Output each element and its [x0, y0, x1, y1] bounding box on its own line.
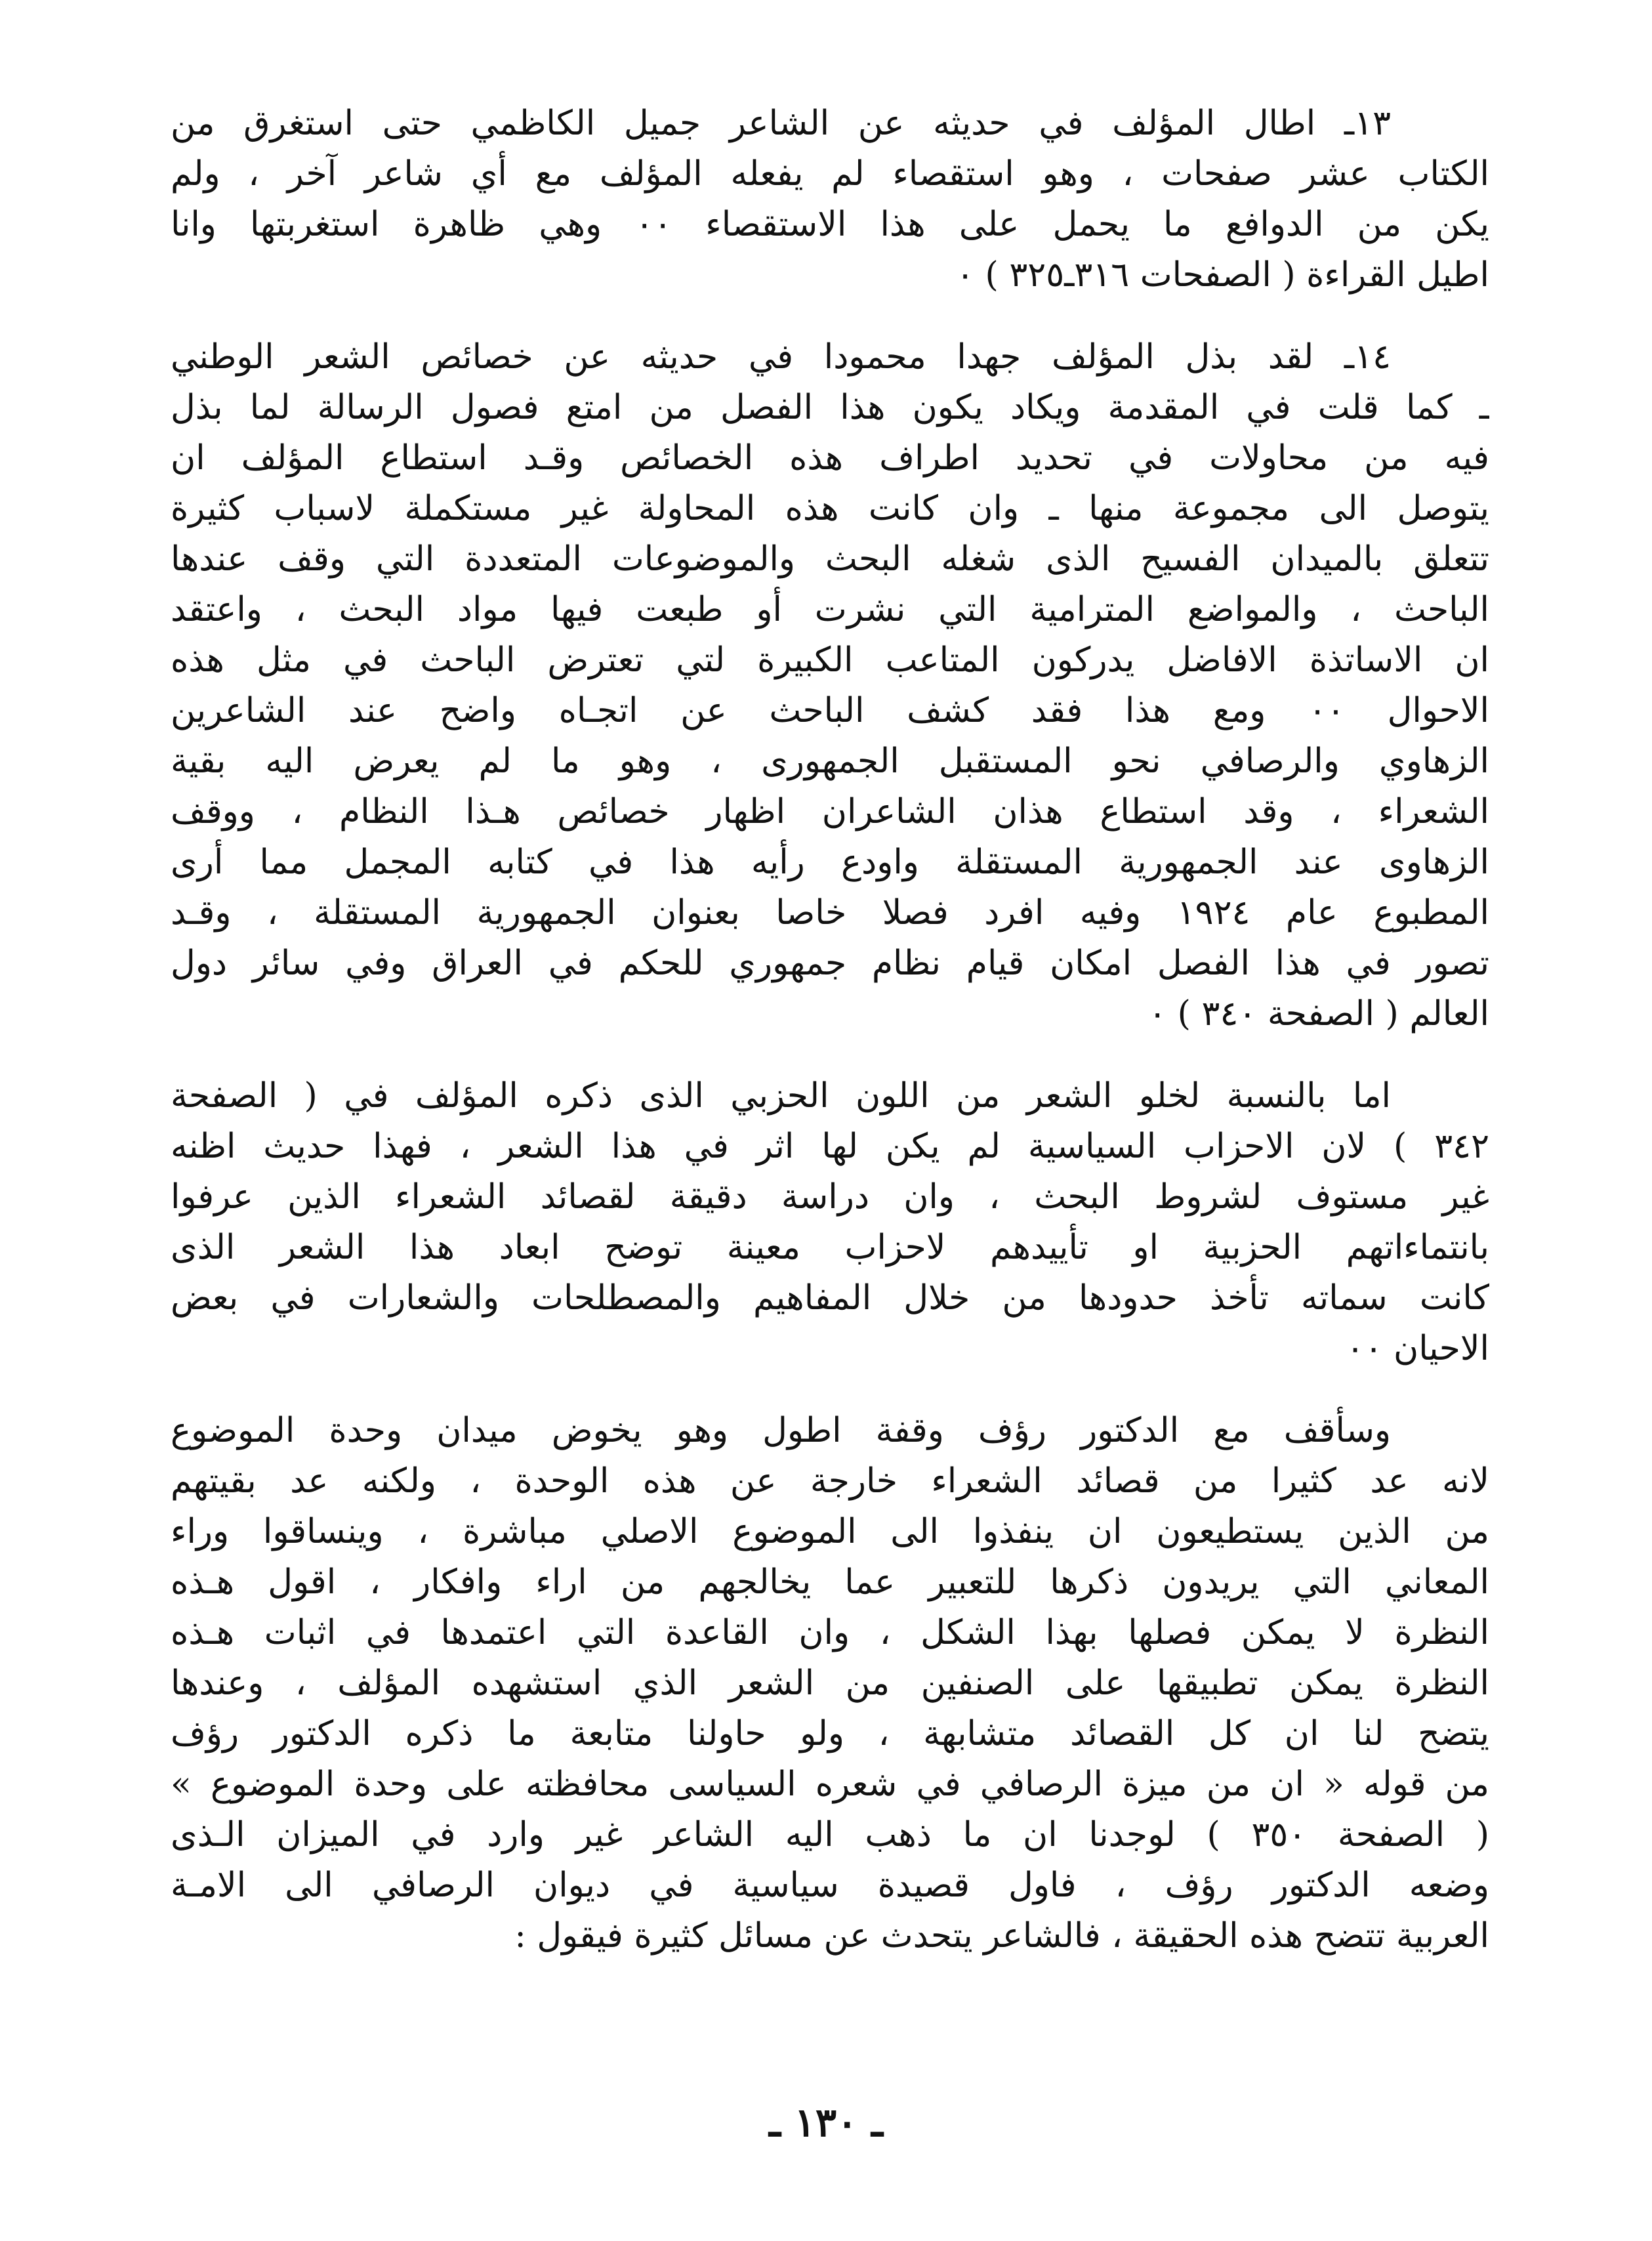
text-line: ـ كما قلت في المقدمة ويكاد يكون هذا الفصل من امتع فصول الرسالة لما بذل	[171, 388, 1489, 427]
text-line: يتضح لنا ان كل القصائد متشابهة ، ولو حاولنا متابعة ما ذكره الدكتور رؤف	[171, 1714, 1489, 1753]
text-line: ان الاساتذة الافاضل يدركون المتاعب الكبيرة لتي تعترض الباحث في مثل هذه	[171, 640, 1489, 680]
text-line: من قوله « ان من ميزة الرصافي في شعره السياسى محافظته على وحدة الموضوع »	[171, 1765, 1489, 1804]
text-line: اطيل القراءة ( الصفحات ٣١٦ـ٣٢٥ ) ٠	[956, 255, 1489, 295]
text-line: وضعه الدكتور رؤف ، فاول قصيدة سياسية في ديوان الرصافي الى الامـة	[171, 1866, 1489, 1905]
text-line: النظرة لا يمكن فصلها بهذا الشكل ، وان القاعدة التي اعتمدها في اثبات هـذه	[171, 1613, 1489, 1652]
paragraph-13	[171, 98, 1489, 301]
text-line: غير مستوف لشروط البحث ، وان دراسة دقيقة لقصائد الشعراء الذين عرفوا	[171, 1177, 1489, 1217]
text-line: الزهاوى عند الجمهورية المستقلة واودع رأيه هذا في كتابه المجمل مما أرى	[171, 843, 1489, 882]
paragraph-party-color	[171, 1071, 1489, 1374]
text-line: من الذين يستطيعون ان ينفذوا الى الموضوع الاصلي مباشرة ، وينساقوا وراء	[171, 1512, 1489, 1551]
text-line: المطبوع عام ١٩٢٤ وفيه افرد فصلا خاصا بعنوان الجمهورية المستقلة ، وقـد	[171, 893, 1489, 932]
text-line: لانه عد كثيرا من قصائد الشعراء خارجة عن هذه الوحدة ، ولكنه عد بقيتهم	[171, 1461, 1489, 1501]
text-line: تتعلق بالميدان الفسيح الذى شغله البحث والموضوعات المتعددة التي وقف عندها	[171, 539, 1489, 579]
text-line: الباحث ، والمواضع المترامية التي نشرت أو طبعت فيها مواد البحث ، واعتقد	[171, 590, 1489, 629]
paragraph-14	[171, 332, 1489, 1039]
text-line: فيه من محاولات في تحديد اطراف هذه الخصائص وقـد استطاع المؤلف ان	[171, 438, 1489, 478]
text-line: المعاني التي يريدون ذكرها للتعبير عما يخالجهم من اراء وافكار ، اقول هـذه	[171, 1562, 1489, 1602]
text-line: ٣٤٢ ) لان الاحزاب السياسية لم يكن لها اثر في هذا الشعر ، فهذا حديث اظنه	[171, 1127, 1489, 1166]
text-line: يتوصل الى مجموعة منها ـ وان كانت هذه المحاولة غير مستكملة لاسباب كثيرة	[171, 489, 1489, 528]
text-line: العالم ( الصفحة ٣٤٠ ) ٠	[1148, 994, 1489, 1034]
text-line: الزهاوي والرصافي نحو المستقبل الجمهورى ، وهو ما لم يعرض اليه بقية	[171, 742, 1489, 781]
text-line: اما بالنسبة لخلو الشعر من اللون الحزبي الذى ذكره المؤلف في ( الصفحة	[171, 1076, 1391, 1116]
text-line: الاحيان ٠٠	[1346, 1329, 1489, 1368]
text-line: كانت سماته تأخذ حدودها من خلال المفاهيم والمصطلحات والشعارات في بعض	[171, 1278, 1489, 1318]
text-line: العربية تتضح هذه الحقيقة ، فالشاعر يتحدث عن مسائل كثيرة فيقول :	[514, 1916, 1489, 1956]
text-line: ( الصفحة ٣٥٠ ) لوجدنا ان ما ذهب اليه الشاعر غير وارد في الميزان الـذى	[171, 1815, 1489, 1854]
page-number: ـ ١٣٠ ـ	[769, 2100, 883, 2146]
text-line: ١٣ـ اطال المؤلف في حديثه عن الشاعر جميل الكاظمي حتى استغرق من	[171, 104, 1391, 143]
paragraph-unity-of-theme	[171, 1406, 1489, 1961]
text-line: النظرة يمكن تطبيقها على الصنفين من الشعر الذي استشهده المؤلف ، وعندها	[171, 1664, 1489, 1703]
text-line: تصور في هذا الفصل امكان قيام نظام جمهوري للحكم في العراق وفي سائر دول	[171, 944, 1489, 983]
text-line: الكتاب عشر صفحات ، وهو استقصاء لم يفعله المؤلف مع أي شاعر آخر ، ولم	[171, 154, 1489, 194]
text-line: الشعراء ، وقد استطاع هذان الشاعران اظهار خصائص هـذا النظام ، ووقف	[171, 792, 1489, 831]
text-line: بانتماءاتهم الحزبية او تأييدهم لاحزاب معينة توضح ابعاد هذا الشعر الذى	[171, 1228, 1489, 1267]
text-line: يكن من الدوافع ما يحمل على هذا الاستقصاء ٠٠ وهي ظاهرة استغربتها وانا	[171, 205, 1489, 244]
text-line: وسأقف مع الدكتور رؤف وقفة اطول وهو يخوض ميدان وحدة الموضوع	[171, 1411, 1391, 1450]
text-line: ١٤ـ لقد بذل المؤلف جهدا محمودا في حديثه عن خصائص الشعر الوطني	[171, 337, 1391, 377]
page-body	[171, 98, 1489, 2166]
text-line: الاحوال ٠٠ ومع هذا فقد كشف الباحث عن اتجـاه واضح عند الشاعرين	[171, 691, 1489, 730]
